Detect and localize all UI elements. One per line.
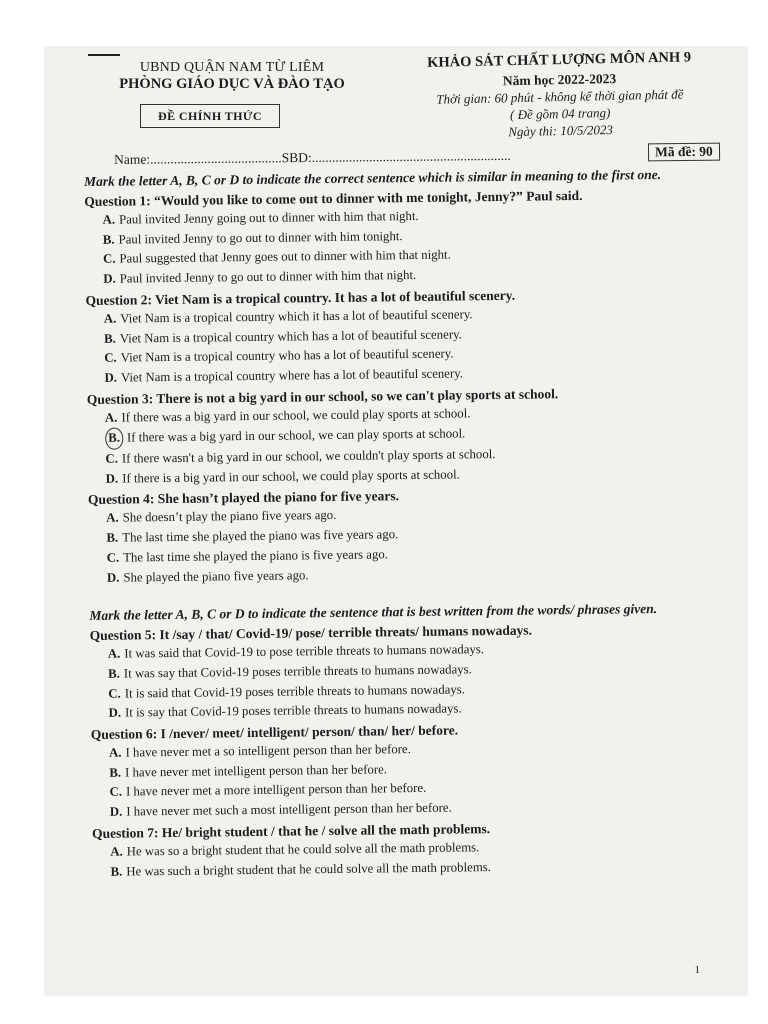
option-letter: B. (103, 331, 116, 346)
option-letter: A. (103, 311, 117, 326)
option-text: If there wasn't a big yard in our school, we couldn't play sports at school. (121, 447, 496, 466)
option-text: The last time she played the piano was five years ago. (122, 527, 399, 545)
official-label: ĐỀ CHÍNH THỨC (140, 104, 280, 128)
question-title: Question 7: He/ bright student / that he / solve all the math problems. (91, 820, 491, 841)
option-text: I have never met a more intelligent person than her before. (125, 781, 427, 800)
option-letter: A. (104, 410, 118, 425)
question-title: Question 3: There is not a big yard in our school, so we can't play sports at school. (86, 385, 559, 407)
section-instruction: Mark the letter A, B, C or D to indicate the sentence that is best written from the words/ phrases given. (89, 601, 658, 624)
option-text: It is say that Covid-19 poses terrible threats to humans nowadays. (124, 701, 462, 720)
option-letter: B. (106, 530, 119, 545)
option-text: It was said that Covid-19 to pose terrible threats to humans nowadays. (124, 642, 485, 661)
option-letter: A. (102, 212, 116, 227)
option-text: Viet Nam is a tropical country where has a lot of beautiful scenery. (120, 366, 464, 385)
option-letter: D. (106, 570, 120, 585)
name-sbd-line: Name:.......................................SBD:........................................................... (114, 147, 511, 167)
option-letter: A. (110, 844, 123, 859)
option-letter: B. (110, 864, 123, 879)
exam-title: KHẢO SÁT CHẤT LƯỢNG MÔN ANH 9 (426, 49, 692, 71)
option-text: If there was a big yard in our school, we could play sports at school. (121, 405, 471, 425)
option-letter: C. (106, 550, 120, 565)
district-name: UBND QUẬN NAM TỪ LIÊM (139, 60, 325, 75)
option-letter: D. (103, 271, 116, 286)
exam-page (44, 46, 748, 996)
top-rule (88, 54, 120, 56)
option-letter: C. (102, 252, 116, 267)
question-title: Question 5: It /say / that/ Covid-19/ pose/ terrible threats/ humans nowadays. (89, 622, 533, 644)
option-text: Paul invited Jenny to go out to dinner with him tonight. (118, 228, 403, 247)
option-letter: D. (105, 471, 119, 486)
option-text: I have never met intelligent person than her before. (125, 762, 388, 780)
department-name: PHÒNG GIÁO DỤC VÀ ĐÀO TẠO (119, 76, 345, 92)
option-text: Paul suggested that Jenny goes out to dinner with him that night. (119, 247, 451, 266)
option-text: If there is a big yard in our school, we could play sports at school. (122, 467, 460, 486)
option-text: Viet Nam is a tropical country which it has a lot of beautiful scenery. (120, 307, 473, 326)
option-text: Viet Nam is a tropical country which has a lot of beautiful scenery. (119, 326, 462, 346)
option-text: He was so a bright student that he could solve all the math problems. (126, 840, 480, 859)
option-text: I have never met a so intelligent person than her before. (125, 742, 411, 760)
option-text: Viet Nam is a tropical country who has a lot of beautiful scenery. (120, 346, 454, 365)
option-letter: A. (109, 745, 122, 760)
exam-date: Ngày thi: 10/5/2023 (508, 122, 614, 140)
header-right (374, 48, 746, 143)
option-text: She doesn’t play the piano five years ago. (122, 508, 337, 525)
option-text: The last time she played the piano is five years ago. (123, 547, 388, 565)
option-text: It is said that Covid-19 poses terrible threats to humans nowadays. (124, 682, 466, 701)
question-title: Question 2: Viet Nam is a tropical country. It has a lot of beautiful scenery. (85, 287, 516, 308)
option-letter: B. (108, 666, 120, 681)
option-letter: D. (104, 370, 118, 385)
option-text: She played the piano five years ago. (123, 567, 309, 585)
option-text: It was say that Covid-19 poses terrible threats to humans nowadays. (123, 662, 472, 681)
option-text: I have never met such a most intelligent person than her before. (126, 800, 452, 819)
page-count-note: ( Đề gồm 04 trang) (509, 105, 611, 123)
question-title: Question 4: She hasn’t played the piano for five years. (87, 488, 400, 508)
exam-duration: Thời gian: 60 phút - không kể thời gian phát đề (436, 86, 684, 107)
question-title: Question 6: I /never/ meet/ intelligent/ person/ than/ her/ before. (90, 722, 459, 743)
option-letter: C. (105, 451, 119, 466)
option-letter: B. (109, 765, 122, 780)
option-letter: C. (108, 686, 121, 701)
option-letter: C. (109, 785, 123, 800)
option-text: He was such a bright student that he could solve all the math problems. (126, 859, 491, 879)
option-letter: C. (104, 350, 117, 365)
option-letter: B. (102, 232, 115, 247)
option-text: If there was a big yard in our school, we can play sports at school. (126, 426, 466, 445)
option-letter: A. (107, 646, 121, 661)
exam-code-box: Mã đề: 90 (648, 143, 720, 162)
option-text: Paul invited Jenny going out to dinner with him that night. (118, 208, 419, 227)
question-title: Question 1: “Would you like to come out to dinner with me tonight, Jenny?” Paul said. (84, 187, 583, 209)
header-left (92, 60, 372, 93)
option-text: Paul invited Jenny to go out to dinner with him that night. (119, 268, 417, 286)
option-letter: A. (106, 511, 119, 526)
page-number: 1 (694, 964, 700, 976)
exam-body (84, 164, 733, 882)
option-letter-circled: B. (105, 428, 123, 450)
section-instruction: Mark the letter A, B, C or D to indicate the correct sentence which is similar in meaning to the first one. (84, 166, 662, 189)
option-letter: D. (108, 705, 122, 721)
option-letter: D. (109, 804, 123, 819)
school-year: Năm học 2022-2023 (502, 70, 617, 89)
